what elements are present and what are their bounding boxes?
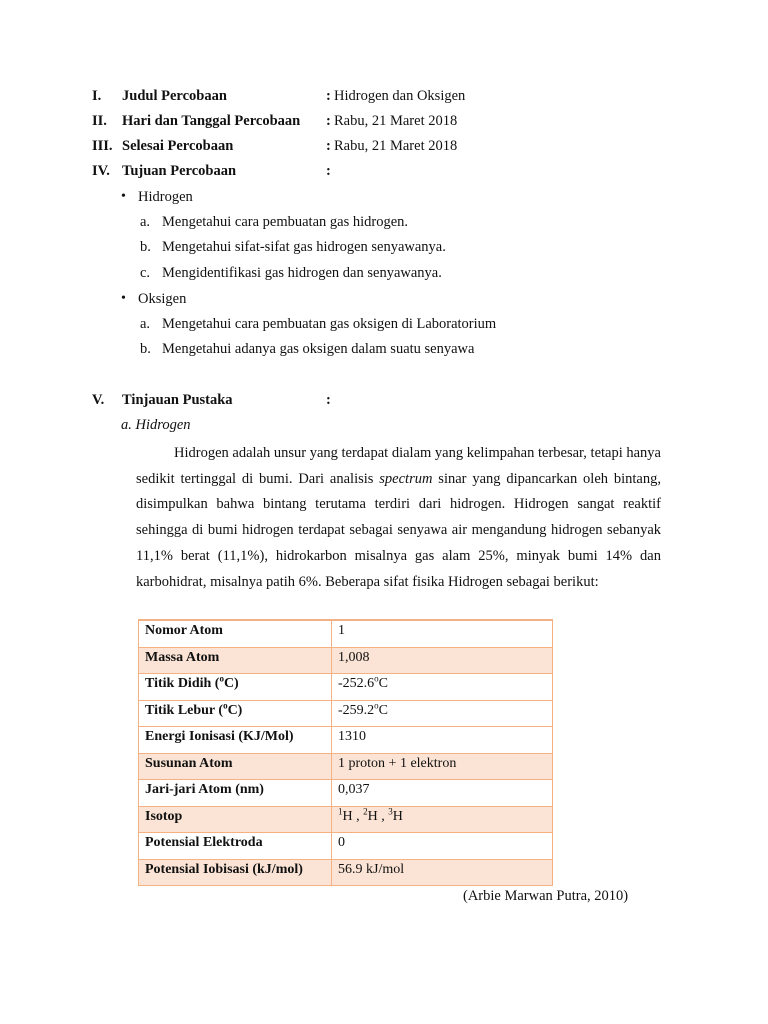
list-text: Mengetahui cara pembuatan gas hidrogen. <box>162 214 409 230</box>
properties-table <box>138 619 553 886</box>
isotope-sep: , <box>352 808 364 824</box>
list-letter: a. <box>140 214 151 230</box>
table-key: Jari-jari Atom (nm) <box>139 780 332 807</box>
table-value <box>332 700 553 727</box>
section-colon: : <box>326 138 331 154</box>
table-key: Isotop <box>139 806 332 833</box>
table-value: 56.9 kJ/mol <box>332 859 553 886</box>
table-row <box>139 620 553 647</box>
section-colon: : <box>326 113 331 129</box>
isotope-mass: 2 <box>363 805 368 816</box>
table-value: 1310 <box>332 727 553 754</box>
table-value <box>332 806 553 833</box>
section-colon: : <box>326 88 331 104</box>
section-value: Rabu, 21 Maret 2018 <box>334 113 458 129</box>
list-text: Mengidentifikasi gas hidrogen dan senyawanya. <box>162 265 442 281</box>
key-text: Titik Lebur ( <box>145 702 224 718</box>
isotope-mass: 1 <box>338 805 343 816</box>
section-number: II. <box>92 113 107 129</box>
value-text: C <box>378 702 389 718</box>
list-text: Mengetahui adanya gas oksigen dalam suatu senyawa <box>162 341 475 357</box>
section-label: Selesai Percobaan <box>122 138 234 154</box>
key-text: C) <box>223 676 239 691</box>
table-row <box>139 833 553 860</box>
value-text: -252.6 <box>338 676 375 691</box>
section-label: Hari dan Tanggal Percobaan <box>122 113 301 129</box>
list-letter: c. <box>140 265 151 281</box>
table-value: 1,008 <box>332 647 553 674</box>
key-text: C) <box>227 702 243 718</box>
goal-group-title: Oksigen <box>138 291 187 307</box>
table-row <box>139 859 553 886</box>
paragraph-text: sinar yang dipancarkan oleh bintang, disimpulkan bahwa bintang terutama terdiri dari hidrogen. Hidrogen sangat reaktif sehingga di bumi hidrogen terdapat sebagai senyawa air mengandung hidrogen sebanyak 11,1% berat (11,1%), hidrokarbon misalnya gas alam 25%, minyak bumi 14% dan karbohidrat, misalnya patih 6%. Beberapa sifat fisika Hidrogen sebagai berikut: <box>136 470 661 590</box>
paragraph-emphasis: spectrum <box>379 470 433 487</box>
key-sup: o <box>223 699 228 710</box>
table-value: 0,037 <box>332 780 553 807</box>
table-value: 1 <box>332 620 553 647</box>
paragraph-hidrogen <box>136 441 661 595</box>
list-letter: a. <box>140 316 151 332</box>
table-value <box>332 674 553 701</box>
isotope-sep: , <box>377 808 389 824</box>
table-row <box>139 700 553 727</box>
value-sup: o <box>374 673 379 684</box>
subheading-hidrogen: a. Hidrogen <box>121 417 191 433</box>
value-text: -259.2 <box>338 702 375 718</box>
table-row <box>139 780 553 807</box>
table-row <box>139 806 553 833</box>
table-row <box>139 674 553 701</box>
section-value: Rabu, 21 Maret 2018 <box>334 138 458 154</box>
citation: (Arbie Marwan Putra, 2010) <box>463 888 629 904</box>
table-key: Massa Atom <box>139 647 332 674</box>
section-number: V. <box>92 392 105 408</box>
table-key: Nomor Atom <box>139 620 332 647</box>
key-text: Titik Didih ( <box>145 676 220 691</box>
table-value: 0 <box>332 833 553 860</box>
table-row <box>139 727 553 754</box>
isotope-mass: 3 <box>388 805 393 816</box>
table-row <box>139 647 553 674</box>
list-text: Mengetahui sifat-sifat gas hidrogen senyawanya. <box>162 239 446 255</box>
table-value: 1 proton + 1 elektron <box>332 753 553 780</box>
value-text: C <box>378 676 389 691</box>
value-sup: o <box>374 699 379 710</box>
section-colon: : <box>326 163 331 179</box>
section-number: I. <box>92 88 102 104</box>
section-label: Judul Percobaan <box>122 88 227 104</box>
list-text: Mengetahui cara pembuatan gas oksigen di Laboratorium <box>162 316 497 332</box>
table-row <box>139 753 553 780</box>
table-key <box>139 700 332 727</box>
list-letter: b. <box>140 341 151 357</box>
key-sup: o <box>219 673 224 684</box>
section-label: Tujuan Percobaan <box>122 163 237 179</box>
table-key <box>139 674 332 701</box>
paragraph-text: Hidrogen adalah unsur yang terdapat dialam yang kelimpahan terbesar, tetapi hanya sedikit tertinggal di bumi. Dari analisis <box>136 445 661 487</box>
bullet-icon: • <box>121 189 126 204</box>
bullet-icon: • <box>121 291 126 306</box>
section-number: IV. <box>92 163 110 179</box>
isotope-symbol: H <box>342 808 353 824</box>
section-number: III. <box>92 138 113 154</box>
table-key: Energi Ionisasi (KJ/Mol) <box>139 727 332 754</box>
section-label: Tinjauan Pustaka <box>122 392 233 408</box>
isotope-symbol: H <box>367 808 378 824</box>
section-colon: : <box>326 392 331 408</box>
table-key: Potensial Elektroda <box>139 833 332 860</box>
table-key: Potensial Iobisasi (kJ/mol) <box>139 859 332 886</box>
list-letter: b. <box>140 239 151 255</box>
goal-group-title: Hidrogen <box>138 189 193 205</box>
section-value: Hidrogen dan Oksigen <box>334 88 466 104</box>
isotope-symbol: H <box>392 808 403 824</box>
table-key: Susunan Atom <box>139 753 332 780</box>
